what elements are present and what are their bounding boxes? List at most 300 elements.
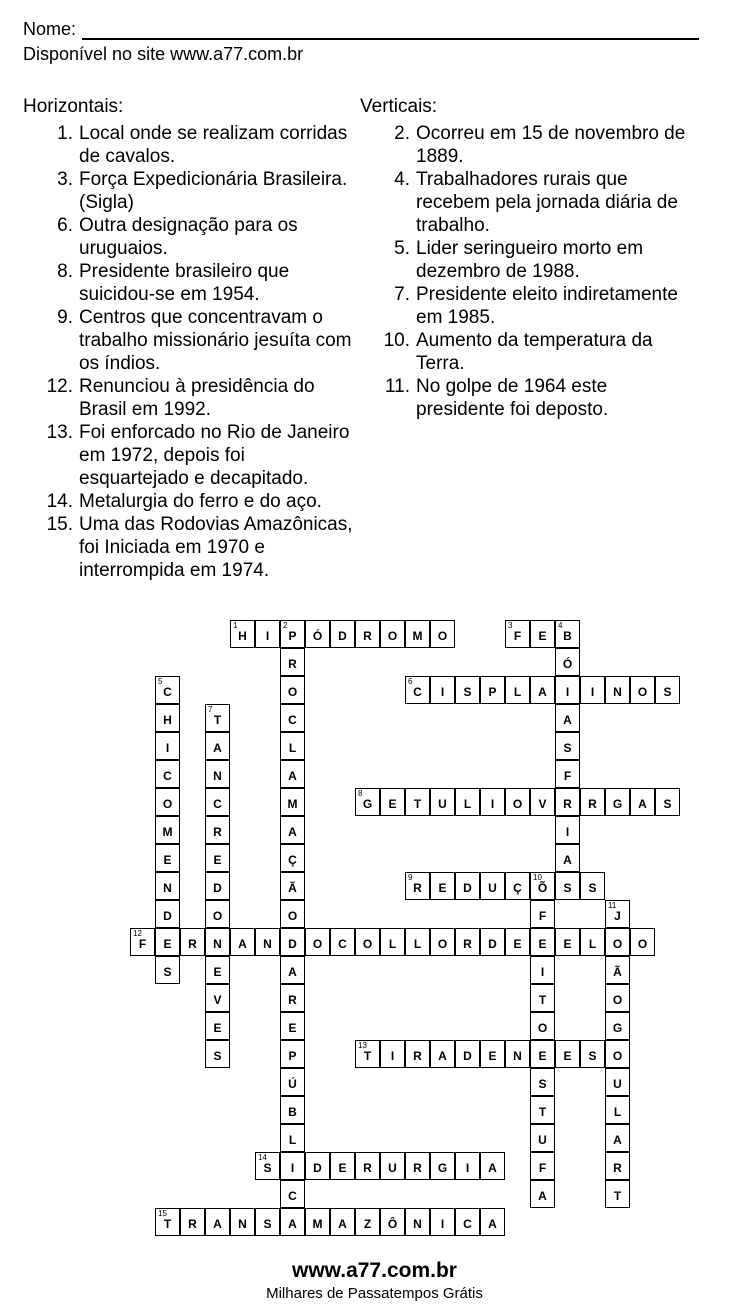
crossword-cell[interactable] — [355, 928, 380, 956]
crossword-cell[interactable] — [430, 1040, 455, 1068]
cell-letter: D — [163, 908, 172, 923]
cell-letter: S — [563, 880, 572, 895]
crossword-cell[interactable] — [505, 788, 530, 816]
crossword-cell[interactable] — [530, 1012, 555, 1040]
horizontal-clues — [23, 95, 353, 582]
cell-letter: I — [440, 1216, 445, 1231]
crossword-cell[interactable] — [605, 1124, 630, 1152]
cell-letter: V — [213, 992, 222, 1007]
crossword-cell[interactable] — [405, 1152, 430, 1180]
crossword-cell[interactable] — [280, 788, 305, 816]
cell-letter: I — [290, 1160, 295, 1175]
cell-letter: M — [162, 824, 173, 839]
crossword-cell[interactable] — [205, 900, 230, 928]
crossword-cell[interactable] — [555, 676, 580, 704]
cell-letter: T — [613, 1188, 622, 1203]
cell-letter: A — [538, 1188, 547, 1203]
cell-letter: I — [390, 1048, 395, 1063]
cell-letter: Ó — [312, 628, 323, 643]
horizontal-clue — [23, 421, 353, 490]
crossword-cell[interactable] — [405, 872, 430, 900]
crossword-cell[interactable] — [555, 928, 580, 956]
crossword-cell[interactable] — [480, 872, 505, 900]
cell-number: 14 — [258, 1153, 267, 1162]
cell-letter: C — [163, 768, 172, 783]
cell-letter: R — [588, 796, 597, 811]
crossword-cell[interactable] — [605, 676, 630, 704]
crossword-cell[interactable] — [605, 1180, 630, 1208]
crossword-cell[interactable] — [205, 956, 230, 984]
crossword-cell[interactable] — [205, 1208, 230, 1236]
crossword-cell[interactable] — [205, 732, 230, 760]
crossword-cell[interactable] — [155, 928, 180, 956]
crossword-cell[interactable] — [305, 620, 330, 648]
crossword-cell[interactable] — [455, 676, 480, 704]
cell-number: 7 — [208, 705, 213, 714]
cell-number: 5 — [158, 677, 163, 686]
crossword-cell[interactable] — [280, 928, 305, 956]
crossword-cell[interactable] — [280, 900, 305, 928]
crossword-cell[interactable] — [505, 676, 530, 704]
crossword-cell[interactable] — [130, 928, 155, 956]
crossword-cell[interactable] — [605, 1096, 630, 1124]
crossword-cell[interactable] — [355, 788, 380, 816]
crossword-cell[interactable] — [405, 788, 430, 816]
crossword-cell[interactable] — [530, 956, 555, 984]
crossword-cell[interactable] — [330, 620, 355, 648]
crossword-cell[interactable] — [455, 788, 480, 816]
cell-letter: U — [538, 1132, 547, 1147]
cell-letter: A — [288, 1216, 297, 1231]
crossword-cell[interactable] — [380, 1152, 405, 1180]
cell-letter: F — [138, 936, 147, 951]
cell-letter: D — [463, 880, 472, 895]
cell-number: 13 — [358, 1041, 367, 1050]
cell-letter: A — [288, 768, 297, 783]
crossword-cell[interactable] — [555, 704, 580, 732]
cell-letter: O — [612, 936, 623, 951]
clue-text: Foi enforcado no Rio de Janeiro em 1972, depois foi esquartejado e decapitado. — [79, 422, 350, 489]
cell-letter: I — [540, 964, 545, 979]
crossword-cell[interactable] — [280, 760, 305, 788]
cell-letter: S — [663, 796, 672, 811]
crossword-cell[interactable] — [280, 676, 305, 704]
crossword-cell[interactable] — [530, 620, 555, 648]
cell-letter: R — [413, 1048, 422, 1063]
crossword-cell[interactable] — [305, 1152, 330, 1180]
crossword-cell[interactable] — [380, 620, 405, 648]
crossword-cell[interactable] — [155, 1208, 180, 1236]
crossword-cell[interactable] — [530, 928, 555, 956]
cell-letter: L — [288, 740, 297, 755]
crossword-cell[interactable] — [605, 956, 630, 984]
crossword-cell[interactable] — [580, 676, 605, 704]
crossword-cell[interactable] — [180, 928, 205, 956]
cell-letter: S — [663, 684, 672, 699]
crossword-cell[interactable] — [330, 928, 355, 956]
cell-letter: B — [563, 628, 572, 643]
crossword-cell[interactable] — [505, 928, 530, 956]
cell-letter: O — [362, 936, 373, 951]
cell-letter: P — [288, 628, 297, 643]
clue-text: Uma das Rodovias Amazônicas, foi Iniciada em 1970 e interrompida em 1974. — [79, 514, 353, 581]
crossword-cell[interactable] — [330, 1208, 355, 1236]
crossword-cell[interactable] — [555, 816, 580, 844]
crossword-cell[interactable] — [555, 844, 580, 872]
clue-number: 4. — [394, 169, 410, 190]
clue-text: Ocorreu em 15 de novembro de 1889. — [416, 123, 686, 167]
crossword-cell[interactable] — [155, 844, 180, 872]
crossword-cell[interactable] — [555, 620, 580, 648]
crossword-cell[interactable] — [280, 1012, 305, 1040]
crossword-cell[interactable] — [355, 620, 380, 648]
cell-letter: R — [288, 992, 297, 1007]
crossword-cell[interactable] — [605, 984, 630, 1012]
vertical-clue — [360, 237, 700, 283]
crossword-cell[interactable] — [430, 1152, 455, 1180]
crossword-cell[interactable] — [280, 1040, 305, 1068]
crossword-cell[interactable] — [205, 760, 230, 788]
crossword-cell[interactable] — [405, 1040, 430, 1068]
crossword-cell[interactable] — [605, 1012, 630, 1040]
clue-text: Presidente eleito indiretamente em 1985. — [416, 284, 678, 328]
cell-letter: A — [338, 1216, 347, 1231]
clue-number: 11. — [384, 376, 410, 397]
cell-letter: P — [488, 684, 497, 699]
cell-letter: N — [613, 684, 622, 699]
crossword-cell[interactable] — [430, 872, 455, 900]
crossword-cell[interactable] — [605, 928, 630, 956]
cell-letter: T — [538, 1104, 547, 1119]
crossword-cell[interactable] — [405, 928, 430, 956]
crossword-cell[interactable] — [155, 956, 180, 984]
crossword-cell[interactable] — [455, 928, 480, 956]
cell-letter: G — [437, 1160, 448, 1175]
clue-text: Presidente brasileiro que suicidou-se em 1954. — [79, 261, 290, 305]
crossword-cell[interactable] — [280, 648, 305, 676]
clue-number: 15. — [46, 514, 73, 535]
cell-letter: E — [563, 936, 572, 951]
crossword-cell[interactable] — [630, 928, 655, 956]
crossword-cell[interactable] — [155, 732, 180, 760]
crossword-cell[interactable] — [455, 1208, 480, 1236]
name-input-line[interactable] — [82, 38, 699, 40]
cell-letter: O — [612, 1048, 623, 1063]
cell-letter: Ó — [562, 656, 573, 671]
crossword-cell[interactable] — [155, 760, 180, 788]
cell-letter: I — [265, 628, 270, 643]
crossword-cell[interactable] — [355, 1208, 380, 1236]
crossword-cell[interactable] — [505, 1040, 530, 1068]
cell-letter: I — [565, 684, 570, 699]
crossword-cell[interactable] — [555, 648, 580, 676]
cell-number: 4 — [558, 621, 563, 630]
cell-letter: F — [513, 628, 522, 643]
crossword-cell[interactable] — [280, 844, 305, 872]
cell-letter: I — [590, 684, 595, 699]
cell-letter: R — [463, 936, 472, 951]
crossword-cell[interactable] — [205, 872, 230, 900]
crossword-cell[interactable] — [430, 1208, 455, 1236]
crossword-cell[interactable] — [405, 1208, 430, 1236]
crossword-cell[interactable] — [530, 984, 555, 1012]
crossword-cell[interactable] — [205, 844, 230, 872]
crossword-cell[interactable] — [530, 1124, 555, 1152]
crossword-cell[interactable] — [155, 872, 180, 900]
crossword-cell[interactable] — [555, 872, 580, 900]
crossword-cell[interactable] — [280, 1180, 305, 1208]
clue-text: Trabalhadores rurais que recebem pela jornada diária de trabalho. — [416, 169, 678, 236]
crossword-cell[interactable] — [455, 872, 480, 900]
cell-letter: C — [213, 796, 222, 811]
crossword-cell[interactable] — [205, 788, 230, 816]
crossword-cell[interactable] — [355, 1152, 380, 1180]
crossword-cell[interactable] — [255, 1152, 280, 1180]
crossword-cell[interactable] — [630, 676, 655, 704]
crossword-cell[interactable] — [230, 928, 255, 956]
cell-letter: R — [213, 824, 222, 839]
crossword-cell[interactable] — [155, 704, 180, 732]
crossword-cell[interactable] — [305, 1208, 330, 1236]
cell-number: 10 — [533, 873, 542, 882]
cell-letter: C — [463, 1216, 472, 1231]
cell-number: 9 — [408, 873, 413, 882]
cell-letter: L — [463, 796, 472, 811]
crossword-cell[interactable] — [380, 1040, 405, 1068]
crossword-cell[interactable] — [280, 1096, 305, 1124]
cell-letter: O — [437, 628, 448, 643]
crossword-cell[interactable] — [655, 788, 680, 816]
vertical-clue — [360, 122, 700, 168]
clue-number: 2. — [394, 123, 410, 144]
cell-letter: D — [213, 880, 222, 895]
cell-letter: S — [463, 684, 472, 699]
crossword-cell[interactable] — [405, 676, 430, 704]
clue-number: 1. — [57, 123, 73, 144]
crossword-cell[interactable] — [430, 928, 455, 956]
crossword-cell[interactable] — [280, 956, 305, 984]
cell-letter: A — [238, 936, 247, 951]
cell-letter: G — [612, 796, 623, 811]
horizontal-clue-list — [23, 122, 353, 582]
crossword-cell[interactable] — [505, 620, 530, 648]
crossword-cell[interactable] — [255, 1208, 280, 1236]
clue-number: 7. — [394, 284, 410, 305]
cell-letter: U — [613, 1076, 622, 1091]
crossword-cell[interactable] — [480, 928, 505, 956]
cell-letter: O — [637, 936, 648, 951]
crossword-cell[interactable] — [530, 1180, 555, 1208]
clue-text: Força Expedicionária Brasileira. (Sigla) — [79, 169, 348, 213]
cell-letter: N — [238, 1216, 247, 1231]
crossword-cell[interactable] — [530, 676, 555, 704]
cell-letter: F — [538, 1160, 547, 1175]
crossword-cell[interactable] — [580, 1040, 605, 1068]
cell-number: 6 — [408, 677, 413, 686]
crossword-cell[interactable] — [355, 1040, 380, 1068]
crossword-cell[interactable] — [330, 1152, 355, 1180]
crossword-cell[interactable] — [255, 928, 280, 956]
clue-text: Lider seringueiro morto em dezembro de 1988. — [416, 238, 644, 282]
vertical-clue — [360, 283, 700, 329]
crossword-cell[interactable] — [580, 872, 605, 900]
crossword-cell[interactable] — [230, 1208, 255, 1236]
crossword-cell[interactable] — [280, 620, 305, 648]
crossword-cell[interactable] — [480, 1152, 505, 1180]
crossword-cell[interactable] — [380, 1208, 405, 1236]
crossword-cell[interactable] — [580, 788, 605, 816]
horizontal-clue — [23, 260, 353, 306]
crossword-cell[interactable] — [380, 928, 405, 956]
vertical-clue — [360, 375, 700, 421]
crossword-cell[interactable] — [280, 984, 305, 1012]
crossword-cell[interactable] — [155, 900, 180, 928]
crossword-cell[interactable] — [555, 788, 580, 816]
crossword-cell[interactable] — [280, 872, 305, 900]
crossword-cell[interactable] — [455, 1040, 480, 1068]
horizontal-clue — [23, 214, 353, 260]
crossword-cell[interactable] — [205, 704, 230, 732]
cell-letter: R — [288, 656, 297, 671]
cell-letter: E — [538, 1048, 547, 1063]
crossword-cell[interactable] — [280, 1208, 305, 1236]
cell-letter: E — [438, 880, 447, 895]
crossword-cell[interactable] — [480, 788, 505, 816]
clue-number: 12. — [46, 376, 73, 397]
crossword-cell[interactable] — [480, 1208, 505, 1236]
crossword-cell[interactable] — [155, 788, 180, 816]
cell-letter: N — [163, 880, 172, 895]
cell-letter: G — [612, 1020, 623, 1035]
crossword-cell[interactable] — [630, 788, 655, 816]
cell-letter: V — [538, 796, 547, 811]
cell-letter: S — [263, 1216, 272, 1231]
crossword-cell[interactable] — [230, 620, 255, 648]
crossword-cell[interactable] — [530, 1040, 555, 1068]
clue-text: Local onde se realizam corridas de cavalos. — [79, 123, 348, 167]
cell-letter: E — [563, 1048, 572, 1063]
crossword-cell[interactable] — [505, 872, 530, 900]
crossword-cell[interactable] — [480, 1040, 505, 1068]
crossword-cell[interactable] — [280, 1124, 305, 1152]
crossword-cell[interactable] — [530, 872, 555, 900]
crossword-cell[interactable] — [205, 816, 230, 844]
cell-letter: S — [538, 1076, 547, 1091]
cell-letter: E — [288, 1020, 297, 1035]
cell-letter: O — [537, 1020, 548, 1035]
crossword-cell[interactable] — [430, 620, 455, 648]
cell-letter: A — [438, 1048, 447, 1063]
crossword-cell[interactable] — [530, 788, 555, 816]
crossword-cell[interactable] — [580, 928, 605, 956]
cell-letter: F — [563, 768, 572, 783]
crossword-cell[interactable] — [555, 1040, 580, 1068]
cell-letter: G — [362, 796, 373, 811]
site-text: Disponível no site www.a77.com.br — [23, 44, 304, 64]
clue-number: 6. — [57, 215, 73, 236]
crossword-cell[interactable] — [280, 1068, 305, 1096]
crossword-cell[interactable] — [530, 1152, 555, 1180]
cell-letter: Z — [363, 1216, 372, 1231]
crossword-cell[interactable] — [280, 1152, 305, 1180]
crossword-cell[interactable] — [605, 900, 630, 928]
horizontal-clue — [23, 490, 353, 513]
crossword-cell[interactable] — [480, 676, 505, 704]
crossword-cell[interactable] — [555, 732, 580, 760]
horizontal-clue — [23, 306, 353, 375]
crossword-cell[interactable] — [155, 676, 180, 704]
cell-letter: D — [313, 1160, 322, 1175]
crossword-cell[interactable] — [655, 676, 680, 704]
crossword-cell[interactable] — [605, 788, 630, 816]
horizontal-clue — [23, 122, 353, 168]
crossword-cell[interactable] — [155, 816, 180, 844]
cell-letter: A — [613, 1132, 622, 1147]
cell-letter: N — [263, 936, 272, 951]
crossword-cell[interactable] — [380, 788, 405, 816]
cell-letter: E — [488, 1048, 497, 1063]
cell-letter: E — [538, 936, 547, 951]
vertical-clue-list — [360, 122, 700, 421]
clue-number: 8. — [57, 261, 73, 282]
crossword-cell[interactable] — [280, 816, 305, 844]
crossword-cell[interactable] — [205, 1012, 230, 1040]
crossword-cell[interactable] — [255, 620, 280, 648]
cell-letter: I — [465, 1160, 470, 1175]
crossword-cell[interactable] — [205, 984, 230, 1012]
cell-number: 1 — [233, 621, 238, 630]
horizontal-title: Horizontais: — [23, 96, 124, 117]
vertical-clues — [360, 95, 700, 421]
cell-letter: S — [588, 880, 597, 895]
crossword-cell[interactable] — [280, 704, 305, 732]
crossword-cell[interactable] — [530, 1068, 555, 1096]
crossword-cell[interactable] — [430, 676, 455, 704]
crossword-cell[interactable] — [605, 1068, 630, 1096]
cell-letter: L — [588, 936, 597, 951]
crossword-cell[interactable] — [430, 788, 455, 816]
cell-letter: I — [440, 684, 445, 699]
crossword-cell[interactable] — [280, 732, 305, 760]
crossword-cell[interactable] — [205, 1040, 230, 1068]
crossword-cell[interactable] — [530, 900, 555, 928]
cell-letter: R — [413, 1160, 422, 1175]
crossword-cell[interactable] — [455, 1152, 480, 1180]
crossword-cell[interactable] — [180, 1208, 205, 1236]
cell-letter: O — [312, 936, 323, 951]
cell-letter: Ú — [288, 1076, 297, 1091]
footer-url[interactable]: www.a77.com.br — [292, 1259, 457, 1282]
cell-letter: C — [163, 684, 172, 699]
crossword-cell[interactable] — [605, 1152, 630, 1180]
crossword-cell[interactable] — [305, 928, 330, 956]
crossword-cell[interactable] — [205, 928, 230, 956]
cell-number: 11 — [608, 901, 617, 910]
cell-letter: T — [163, 1216, 172, 1231]
cell-letter: T — [213, 712, 222, 727]
crossword-cell[interactable] — [605, 1040, 630, 1068]
crossword-cell[interactable] — [405, 620, 430, 648]
cell-letter: N — [213, 768, 222, 783]
cell-letter: U — [488, 880, 497, 895]
cell-letter: E — [213, 852, 222, 867]
cell-letter: E — [338, 1160, 347, 1175]
crossword-cell[interactable] — [530, 1096, 555, 1124]
cell-letter: I — [165, 740, 170, 755]
cell-letter: E — [213, 1020, 222, 1035]
crossword-cell[interactable] — [555, 760, 580, 788]
clue-text: No golpe de 1964 este presidente foi deposto. — [416, 376, 609, 420]
